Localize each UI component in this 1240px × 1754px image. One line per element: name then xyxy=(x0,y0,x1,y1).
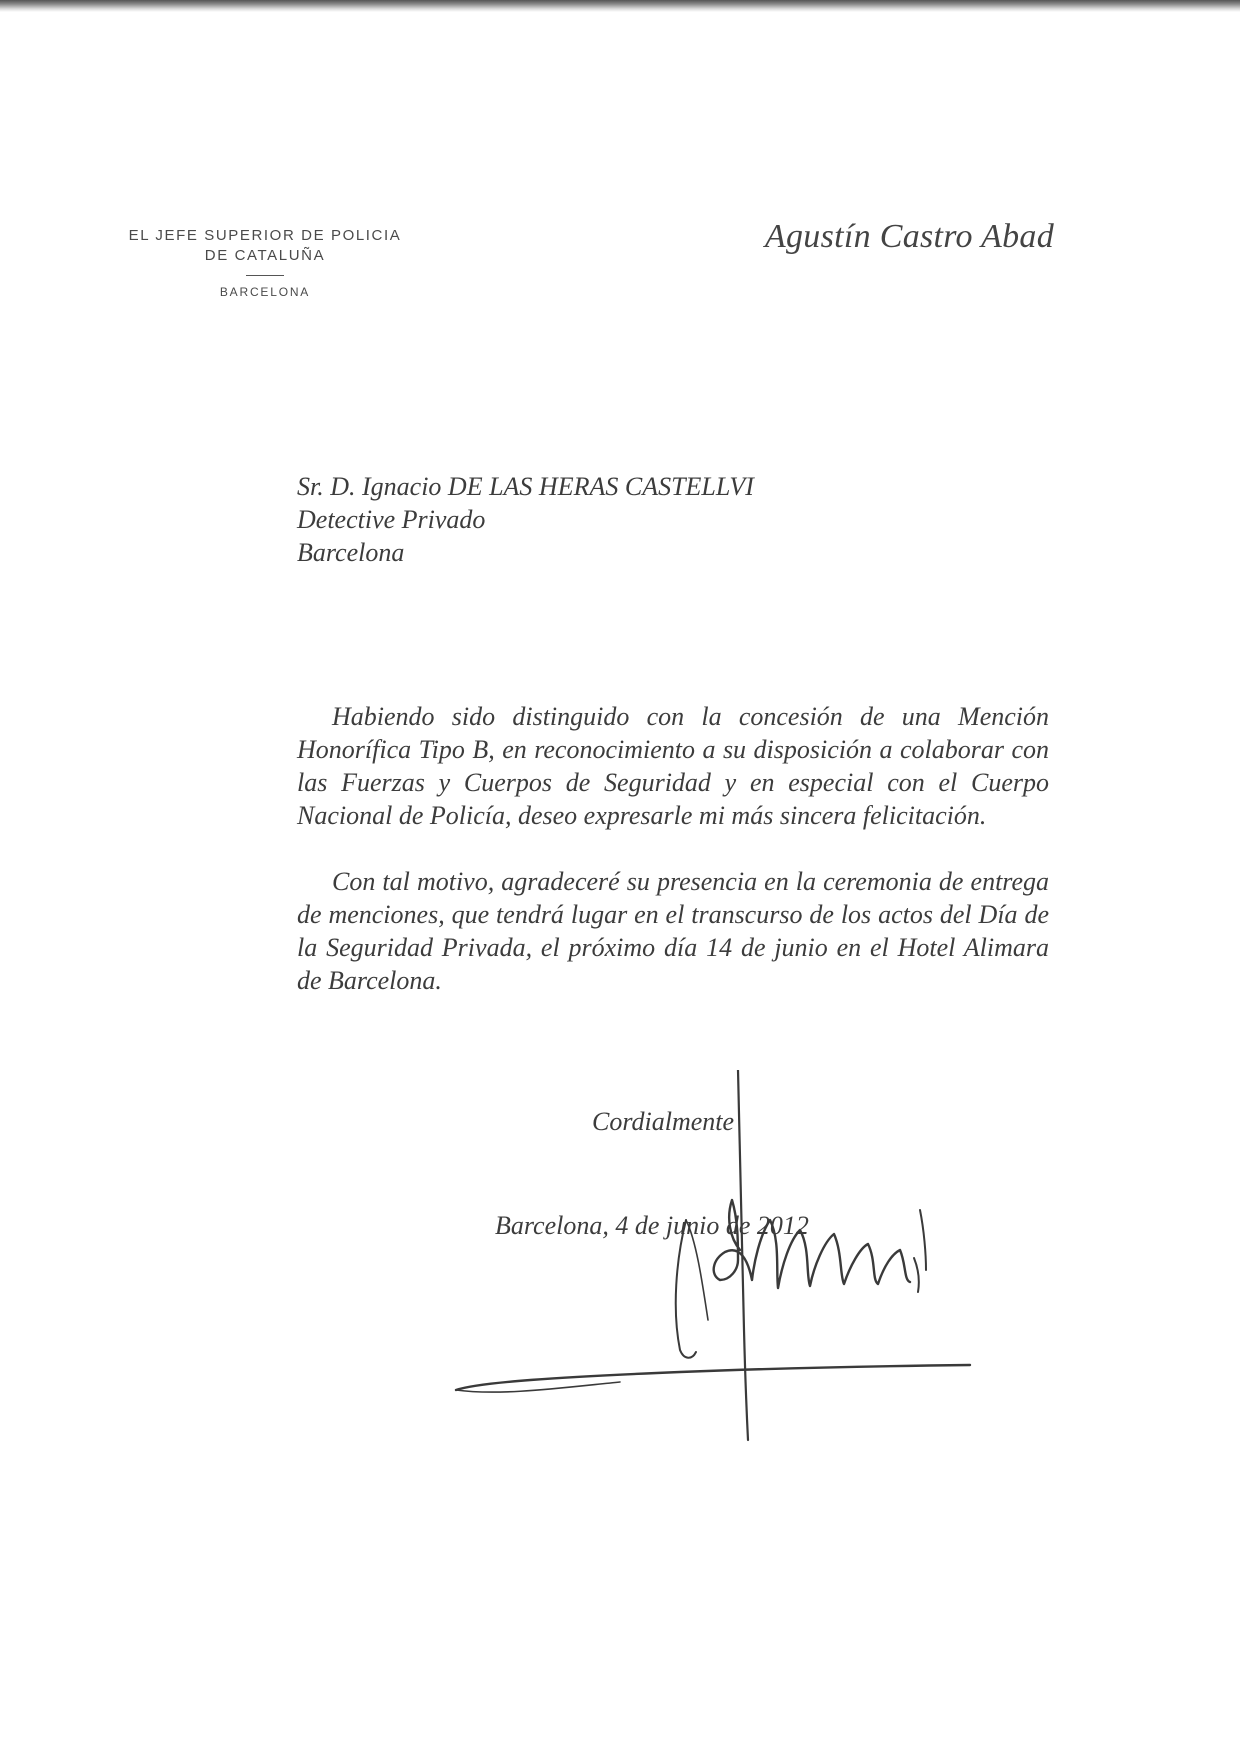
recipient-name: Sr. D. Ignacio DE LAS HERAS CASTELLVI xyxy=(297,472,754,501)
recipient-block xyxy=(297,470,754,569)
sender-name: Agustín Castro Abad xyxy=(764,218,1054,255)
scan-top-edge xyxy=(0,0,1240,12)
body-paragraph-1: Habiendo sido distinguido con la concesión de una Mención Honorífica Tipo B, en reconocimiento a su disposición a colaborar con las Fuerzas y Cuerpos de Seguridad y en especial con el Cuerpo Nacional de Policía, deseo expresarle mi más sincera felicitación. xyxy=(297,702,1049,830)
letter-body xyxy=(297,700,1049,1030)
letterhead-title-line1: EL JEFE SUPERIOR DE POLICIA xyxy=(128,227,402,244)
letterhead-city: BARCELONA xyxy=(219,285,311,299)
place-and-date: Barcelona, 4 de junio de 2012 xyxy=(495,1211,809,1240)
recipient-city: Barcelona xyxy=(297,538,405,567)
letterhead-divider xyxy=(246,275,284,276)
closing-salutation: Cordialmente xyxy=(592,1107,735,1136)
recipient-title: Detective Privado xyxy=(297,505,486,534)
letterhead xyxy=(100,226,430,299)
letterhead-title-line2: DE CATALUÑA xyxy=(204,247,326,264)
body-paragraph-2: Con tal motivo, agradeceré su presencia en la ceremonia de entrega de menciones, que tendrá lugar en el transcurso de los actos del Día de la Seguridad Privada, el próximo día 14 de junio en el Hotel Alimara de Barcelona. xyxy=(297,867,1049,995)
handwritten-signature-icon xyxy=(440,1070,1000,1450)
